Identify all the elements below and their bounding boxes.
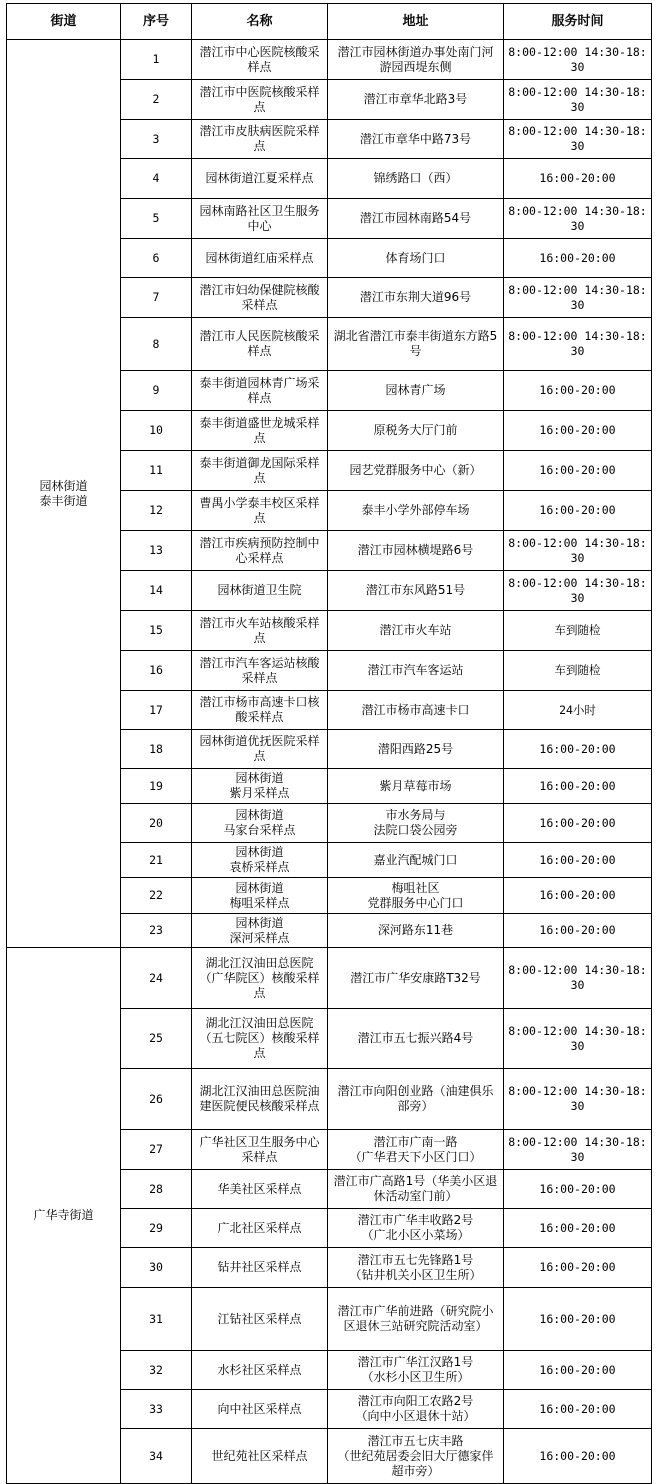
name-cell: 泰丰街道御龙国际采样点 (192, 451, 328, 491)
time-cell: 16:00-20:00 (504, 1390, 652, 1429)
name-cell: 园林街道江夏采样点 (192, 159, 328, 199)
name-cell: 江钻社区采样点 (192, 1288, 328, 1351)
name-cell: 园林街道 深河采样点 (192, 914, 328, 948)
name-cell: 华美社区采样点 (192, 1170, 328, 1209)
time-cell: 8:00-12:00 14:30-18:30 (504, 1009, 652, 1069)
name-cell: 潜江市中医院核酸采样点 (192, 80, 328, 120)
table-container (6, 3, 651, 1484)
number-cell: 3 (121, 120, 192, 159)
table-row (7, 40, 652, 80)
number-cell: 14 (121, 571, 192, 611)
number-cell: 34 (121, 1429, 192, 1484)
address-cell: 泰丰小学外部停车场 (328, 491, 504, 531)
time-cell: 8:00-12:00 14:30-18:30 (504, 948, 652, 1009)
time-cell: 16:00-20:00 (504, 878, 652, 914)
address-cell: 园艺党群服务中心（新） (328, 451, 504, 491)
number-cell: 20 (121, 804, 192, 843)
time-cell: 16:00-20:00 (504, 730, 652, 769)
address-cell: 潜江市章华北路3号 (328, 80, 504, 120)
address-cell: 潜江市杨市高速卡口 (328, 691, 504, 730)
address-cell: 梅咀社区 党群服务中心门口 (328, 878, 504, 914)
time-cell: 8:00-12:00 14:30-18:30 (504, 318, 652, 371)
name-cell: 潜江市人民医院核酸采样点 (192, 318, 328, 371)
number-cell: 24 (121, 948, 192, 1009)
name-cell: 湖北江汉油田总医院（五七院区）核酸采样点 (192, 1009, 328, 1069)
name-cell: 园林街道 马家台采样点 (192, 804, 328, 843)
number-cell: 23 (121, 914, 192, 948)
time-cell: 16:00-20:00 (504, 843, 652, 878)
address-cell: 潜江市广华安康路T32号 (328, 948, 504, 1009)
address-cell: 潜江市五七庆丰路 （世纪苑居委会旧大厅德家伴超市旁） (328, 1429, 504, 1484)
number-cell: 15 (121, 611, 192, 651)
address-cell: 潜江市广华丰收路2号 （广北小区小菜场） (328, 1209, 504, 1248)
time-cell: 8:00-12:00 14:30-18:30 (504, 1069, 652, 1130)
number-cell: 9 (121, 371, 192, 411)
name-cell: 园林南路社区卫生服务中心 (192, 199, 328, 239)
address-cell: 潜江市向阳创业路（油建俱乐部旁） (328, 1069, 504, 1130)
number-cell: 21 (121, 843, 192, 878)
address-cell: 潜江市广华江汉路1号 （水杉小区卫生所） (328, 1351, 504, 1390)
time-cell: 16:00-20:00 (504, 1170, 652, 1209)
number-cell: 32 (121, 1351, 192, 1390)
time-cell: 8:00-12:00 14:30-18:30 (504, 571, 652, 611)
address-cell: 潜阳西路25号 (328, 730, 504, 769)
header-number: 序号 (121, 4, 192, 40)
time-cell: 车到随检 (504, 651, 652, 691)
address-cell: 原税务大厅门前 (328, 411, 504, 451)
name-cell: 潜江市火车站核酸采样点 (192, 611, 328, 651)
name-cell: 世纪苑社区采样点 (192, 1429, 328, 1484)
number-cell: 28 (121, 1170, 192, 1209)
number-cell: 22 (121, 878, 192, 914)
time-cell: 16:00-20:00 (504, 1288, 652, 1351)
time-cell: 16:00-20:00 (504, 491, 652, 531)
address-cell: 湖北省潜江市泰丰街道东方路5号 (328, 318, 504, 371)
number-cell: 8 (121, 318, 192, 371)
name-cell: 泰丰街道盛世龙城采样点 (192, 411, 328, 451)
name-cell: 湖北江汉油田总医院油建医院便民核酸采样点 (192, 1069, 328, 1130)
address-cell: 潜江市火车站 (328, 611, 504, 651)
address-cell: 潜江市广南一路 （广华君天下小区门口） (328, 1130, 504, 1170)
address-cell: 深河路东11巷 (328, 914, 504, 948)
number-cell: 17 (121, 691, 192, 730)
name-cell: 泰丰街道园林青广场采样点 (192, 371, 328, 411)
street-cell: 广华寺街道 (7, 948, 121, 1484)
number-cell: 12 (121, 491, 192, 531)
number-cell: 30 (121, 1248, 192, 1288)
number-cell: 6 (121, 239, 192, 278)
name-cell: 园林街道优抚医院采样点 (192, 730, 328, 769)
number-cell: 25 (121, 1009, 192, 1069)
name-cell: 潜江市杨市高速卡口核酸采样点 (192, 691, 328, 730)
address-cell: 潜江市章华中路73号 (328, 120, 504, 159)
table-body (7, 40, 652, 1484)
number-cell: 16 (121, 651, 192, 691)
street-cell: 园林街道 泰丰街道 (7, 40, 121, 948)
time-cell: 16:00-20:00 (504, 1209, 652, 1248)
time-cell: 16:00-20:00 (504, 239, 652, 278)
number-cell: 2 (121, 80, 192, 120)
header-row (7, 4, 652, 40)
name-cell: 曹禺小学泰丰校区采样点 (192, 491, 328, 531)
header-service-time: 服务时间 (504, 4, 652, 40)
address-cell: 市水务局与 法院口袋公园旁 (328, 804, 504, 843)
address-cell: 紫月草莓市场 (328, 769, 504, 804)
address-cell: 潜江市广高路1号（华美小区退休活动室门前） (328, 1170, 504, 1209)
address-cell: 锦绣路口（西） (328, 159, 504, 199)
time-cell: 8:00-12:00 14:30-18:30 (504, 199, 652, 239)
time-cell: 16:00-20:00 (504, 769, 652, 804)
name-cell: 向中社区采样点 (192, 1390, 328, 1429)
time-cell: 16:00-20:00 (504, 411, 652, 451)
number-cell: 33 (121, 1390, 192, 1429)
header-address: 地址 (328, 4, 504, 40)
address-cell: 体育场门口 (328, 239, 504, 278)
number-cell: 1 (121, 40, 192, 80)
time-cell: 16:00-20:00 (504, 451, 652, 491)
name-cell: 广华社区卫生服务中心采样点 (192, 1130, 328, 1170)
address-cell: 潜江市五七振兴路4号 (328, 1009, 504, 1069)
time-cell: 16:00-20:00 (504, 1351, 652, 1390)
name-cell: 潜江市皮肤病医院采样点 (192, 120, 328, 159)
name-cell: 潜江市妇幼保健院核酸采样点 (192, 278, 328, 318)
number-cell: 26 (121, 1069, 192, 1130)
number-cell: 31 (121, 1288, 192, 1351)
address-cell: 潜江市汽车客运站 (328, 651, 504, 691)
number-cell: 13 (121, 531, 192, 571)
name-cell: 水杉社区采样点 (192, 1351, 328, 1390)
name-cell: 潜江市中心医院核酸采样点 (192, 40, 328, 80)
number-cell: 18 (121, 730, 192, 769)
time-cell: 车到随检 (504, 611, 652, 651)
address-cell: 潜江市园林街道办事处南门河游园西堤东侧 (328, 40, 504, 80)
header-street: 街道 (7, 4, 121, 40)
time-cell: 16:00-20:00 (504, 159, 652, 199)
header-name: 名称 (192, 4, 328, 40)
table-row (7, 948, 652, 1009)
time-cell: 16:00-20:00 (504, 1248, 652, 1288)
time-cell: 8:00-12:00 14:30-18:30 (504, 40, 652, 80)
name-cell: 园林街道卫生院 (192, 571, 328, 611)
name-cell: 园林街道 紫月采样点 (192, 769, 328, 804)
name-cell: 园林街道红庙采样点 (192, 239, 328, 278)
number-cell: 10 (121, 411, 192, 451)
number-cell: 27 (121, 1130, 192, 1170)
number-cell: 5 (121, 199, 192, 239)
address-cell: 嘉业汽配城门口 (328, 843, 504, 878)
name-cell: 潜江市疾病预防控制中心采样点 (192, 531, 328, 571)
address-cell: 潜江市五七先锋路1号 （钻井机关小区卫生所） (328, 1248, 504, 1288)
address-cell: 潜江市园林南路54号 (328, 199, 504, 239)
address-cell: 潜江市广华前进路（研究院小区退休三站研究院活动室） (328, 1288, 504, 1351)
time-cell: 8:00-12:00 14:30-18:30 (504, 1130, 652, 1170)
sampling-sites-table (6, 3, 652, 1484)
number-cell: 11 (121, 451, 192, 491)
address-cell: 潜江市园林横堤路6号 (328, 531, 504, 571)
time-cell: 24小时 (504, 691, 652, 730)
time-cell: 8:00-12:00 14:30-18:30 (504, 531, 652, 571)
time-cell: 16:00-20:00 (504, 914, 652, 948)
number-cell: 7 (121, 278, 192, 318)
name-cell: 潜江市汽车客运站核酸采样点 (192, 651, 328, 691)
time-cell: 16:00-20:00 (504, 371, 652, 411)
time-cell: 8:00-12:00 14:30-18:30 (504, 278, 652, 318)
number-cell: 19 (121, 769, 192, 804)
number-cell: 29 (121, 1209, 192, 1248)
time-cell: 16:00-20:00 (504, 1429, 652, 1484)
name-cell: 园林街道 袁桥采样点 (192, 843, 328, 878)
address-cell: 潜江市向阳工农路2号 （向中小区退休十站） (328, 1390, 504, 1429)
number-cell: 4 (121, 159, 192, 199)
address-cell: 潜江市东荆大道96号 (328, 278, 504, 318)
name-cell: 湖北江汉油田总医院（广华院区）核酸采样点 (192, 948, 328, 1009)
address-cell: 潜江市东风路51号 (328, 571, 504, 611)
time-cell: 8:00-12:00 14:30-18:30 (504, 120, 652, 159)
address-cell: 园林青广场 (328, 371, 504, 411)
time-cell: 16:00-20:00 (504, 804, 652, 843)
time-cell: 8:00-12:00 14:30-18:30 (504, 80, 652, 120)
name-cell: 园林街道 梅咀采样点 (192, 878, 328, 914)
name-cell: 广北社区采样点 (192, 1209, 328, 1248)
name-cell: 钻井社区采样点 (192, 1248, 328, 1288)
